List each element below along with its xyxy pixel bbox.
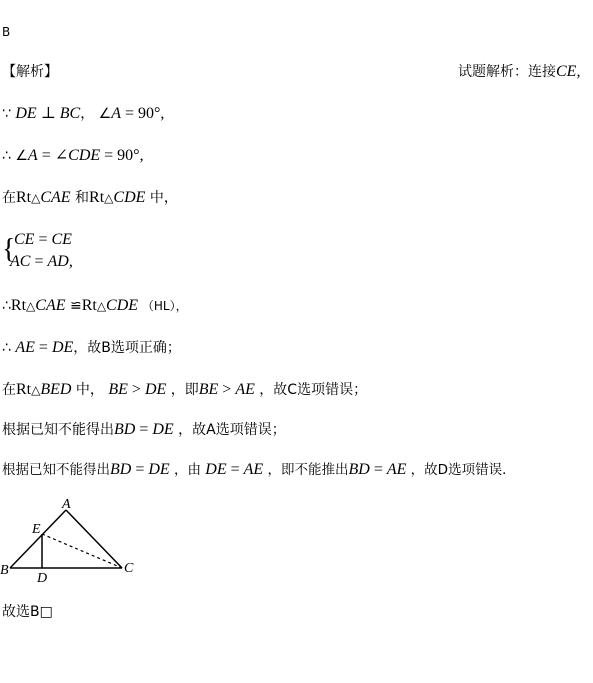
l2-m2: CDE xyxy=(68,147,101,164)
l9-m3: DE xyxy=(205,461,227,478)
l2-pre: ∴ ∠ xyxy=(2,148,28,164)
intro-label: 试题解析：连接 xyxy=(458,64,556,80)
l1-m1: DE xyxy=(15,105,37,122)
l9-tail: ，故D选项错误． xyxy=(406,462,516,478)
l4b-m1: AC xyxy=(10,253,31,270)
l3-triangle-icon-1: △ xyxy=(31,191,41,205)
l3-rt1: Rt xyxy=(16,189,32,206)
l1-m3: A xyxy=(111,105,121,122)
l1-sep: ， ∠ xyxy=(80,106,112,122)
l1-m2: BC xyxy=(59,105,81,122)
l9-eq3: = xyxy=(369,461,387,478)
l7-gt1: > xyxy=(127,381,145,398)
l9-m2: DE xyxy=(148,461,170,478)
l7-rt: Rt xyxy=(16,381,32,398)
label-d: D xyxy=(37,571,48,586)
line-7 xyxy=(2,380,367,400)
l8-m1: BD xyxy=(114,421,136,438)
l2-tail: = 90°, xyxy=(100,147,144,164)
l3-tail: 中， xyxy=(145,190,178,206)
intro-math: CE, xyxy=(556,63,581,80)
l7-pre: 在 xyxy=(2,382,16,398)
l7-mid2: ，即 xyxy=(166,382,199,398)
l9-mid1: ，由 xyxy=(169,462,206,478)
l8-eq: = xyxy=(135,421,153,438)
l4b-eq: = xyxy=(30,253,48,270)
side-ac xyxy=(66,510,122,568)
l5-rt2: Rt xyxy=(81,297,97,314)
line-4b xyxy=(10,252,73,272)
l2-mid: = ∠ xyxy=(37,147,69,164)
l3-and: 和 xyxy=(70,190,90,206)
l7-triangle-icon: △ xyxy=(31,383,41,397)
l8-m2: DE xyxy=(152,421,174,438)
l4b-m2: AD xyxy=(47,253,69,270)
l7-gt2: > xyxy=(218,381,236,398)
l7-m4: BE xyxy=(198,381,219,398)
l5-pre: ∴ xyxy=(2,298,11,314)
l5-triangle-icon-1: △ xyxy=(26,299,36,313)
line-4a xyxy=(14,230,72,250)
l8-pre: 根据已知不能得出 xyxy=(2,422,114,438)
l3-pre: 在 xyxy=(2,190,16,206)
label-e: E xyxy=(32,522,41,537)
l6-pre: ∴ xyxy=(2,340,16,356)
l7-mid: 中， xyxy=(71,382,109,398)
l6-m1: AE xyxy=(15,339,35,356)
conclusion: 故选B□ xyxy=(2,604,53,620)
l3-m1: CAE xyxy=(40,189,71,206)
l6-tail: ，故B选项正确； xyxy=(73,340,181,356)
line-6 xyxy=(2,338,181,358)
l1-op: ⊥ xyxy=(36,105,60,122)
l9-pre: 根据已知不能得出 xyxy=(2,462,110,478)
l5-m2: CDE xyxy=(106,297,139,314)
l4a-m2: CE xyxy=(51,231,72,248)
line-5 xyxy=(2,296,188,316)
l9-eq2: = xyxy=(226,461,244,478)
l3-m2: CDE xyxy=(113,189,146,206)
l8-tail: ，故A选项错误； xyxy=(173,422,286,438)
l4a-m1: CE xyxy=(14,231,35,248)
l1-pre: ∵ xyxy=(2,106,16,122)
l5-triangle-icon-2: △ xyxy=(96,299,107,313)
system-brace: { xyxy=(2,234,16,265)
triangle-figure xyxy=(0,496,150,588)
line-1 xyxy=(2,104,164,124)
l3-rt2: Rt xyxy=(89,189,105,206)
l6-eq: = xyxy=(34,339,52,356)
dashed-ec xyxy=(42,534,122,568)
l5-congruent: ≌ xyxy=(65,298,82,314)
l9-eq1: = xyxy=(131,461,149,478)
intro-text xyxy=(458,62,580,82)
section-title: 【解析】 xyxy=(2,64,58,80)
l4a-eq: = xyxy=(34,231,52,248)
line-2 xyxy=(2,146,144,166)
line-3 xyxy=(2,188,178,208)
l1-tail: = 90°, xyxy=(120,105,165,122)
l9-m6: AE xyxy=(386,461,407,478)
l9-mid2: ，即不能推出 xyxy=(263,462,349,478)
l5-rt1: Rt xyxy=(10,297,27,314)
l9-m4: AE xyxy=(243,461,264,478)
l9-m5: BD xyxy=(348,461,370,478)
l7-m5: AE xyxy=(235,381,255,398)
side-ab xyxy=(10,510,66,568)
l5-m1: CAE xyxy=(35,297,66,314)
l2-m1: A xyxy=(27,147,38,164)
l4b-tail: , xyxy=(68,253,73,270)
l7-m1: BED xyxy=(40,381,72,398)
l7-m3: DE xyxy=(144,381,167,398)
answer-letter: B xyxy=(2,25,11,39)
label-c: C xyxy=(124,561,134,576)
l6-m2: DE xyxy=(51,339,74,356)
line-9 xyxy=(2,460,516,480)
l5-tail: （HL）， xyxy=(138,299,188,313)
l9-m1: BD xyxy=(110,461,132,478)
l7-m2: BE xyxy=(108,381,128,398)
label-b: B xyxy=(0,563,9,578)
line-8 xyxy=(2,420,286,440)
l7-tail: ，故C选项错误； xyxy=(254,382,368,398)
label-a: A xyxy=(62,497,71,512)
l3-triangle-icon-2: △ xyxy=(104,191,114,205)
